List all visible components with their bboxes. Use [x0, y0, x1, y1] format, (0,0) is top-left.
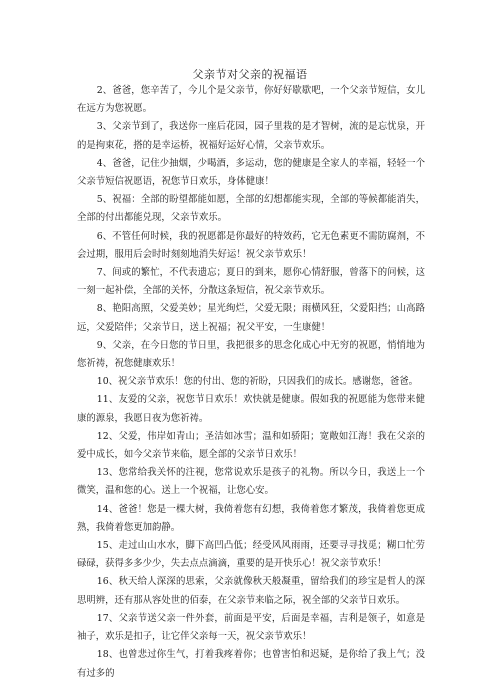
document-title: 父亲节对父亲的祝福语: [192, 68, 308, 81]
paragraph: 13、您常给我关怀的注视，您常说欢乐是孩子的礼物。所以今日，我送上一个微笑，温和您的心。送上一个祝福，让您心安。: [77, 467, 425, 497]
paragraph: 4、爸爸，记住少抽烟，少喝酒，多运动，您的健康是全家人的幸福，轻轻一个父亲节短信祝愿语，祝您节日欢乐，身体健康！: [77, 157, 425, 188]
paragraph: 18、也曾悲过你生气，打着我疼着你；也曾害怕和迟疑，是你给了我上气；没有过多的: [77, 649, 425, 679]
paragraph: 9、父亲，在今日您的节日里，我把很多的思念化成心中无穷的祝愿，悄悄地为您祈祷，祝您健康欢乐！: [77, 339, 425, 370]
paragraph: 15、走过山山水水，脚下高凹凸低；经受风风雨雨，还要寻寻找觅；糊口忙劳碌碌，获得多多少少，失去点点滴滴，重要的是开快乐心！祝父亲节欢乐！: [77, 540, 425, 570]
paragraph: 17、父亲节送父亲一件外套，前面是平安，后面是幸福，吉利是领子，如意是袖子，欢乐是扣子，让它伴父亲每一天，祝父亲节欢乐！: [77, 612, 425, 643]
paragraph: 16、秋天给人深深的思索，父亲就像秋天般凝重，留给我们的珍宝是哲人的深思明辨，还有那从容处世的佰泰，在父亲节来临之际，祝全部的父亲节日欢乐。: [77, 576, 425, 606]
paragraph: 3、父亲节到了，我送你一座后花园，园子里栽的是才智树，流的是忘忧泉，开的是拘束花，搭的是幸运桥，祝福好运好心情，父亲节欢乐。: [77, 121, 425, 151]
paragraph: 6、不管任何时候，我的祝愿都是你最好的特效药，它无色素更不需防腐剂，不会过期，服用后会时时刻刻地消失好运！祝父亲节欢乐！: [77, 230, 425, 260]
paragraph: 11、友爱的父亲，祝您节日欢乐！欢快就是健康。假如我的祝愿能为您带来健康的源泉，我愿日夜为您祈祷。: [77, 394, 425, 424]
paragraph: 12、父爱，伟岸如青山；圣洁如冰雪；温和如骄阳；宽敞如江海！我在父亲的爱中成长，如今父亲节来临，愿全部的父亲节日欢乐！: [77, 430, 425, 461]
document-body: [77, 82, 425, 683]
paragraph: 10、祝父亲节欢乐！您的付出、您的祈盼，只因我们的成长。感谢您，爸爸。: [96, 376, 419, 388]
paragraph: 5、祝福：全部的盼望都能如愿，全部的幻想都能实现，全部的等候都能消失，全部的付出都能兑现，父亲节欢乐。: [77, 194, 425, 224]
paragraph: 8、艳阳高照，父爱美妙；星光绚烂，父爱无限；雨横风狂，父爱阳挡；山高路远，父爱陪伴；父亲节日，送上祝福；祝父平安，一生康健！: [77, 303, 425, 333]
paragraph: 7、间或的繁忙，不代表遗忘；夏日的到来，愿你心情舒服，曾落下的问候，这一刻一起补偿，全部的关怀，分散这条短信，祝父亲节欢乐。: [77, 267, 425, 297]
paragraph: 2、爸爸，您辛苦了，今儿个是父亲节，你好好歇歇吧，一个父亲节短信，女儿在远方为您祝愿。: [77, 85, 425, 115]
paragraph: 14、爸爸！您是一棵大树，我倚着您有幻想，我倚着您才繁茂，我倚着您更成熟，我倚着您更加韵静。: [77, 503, 425, 533]
